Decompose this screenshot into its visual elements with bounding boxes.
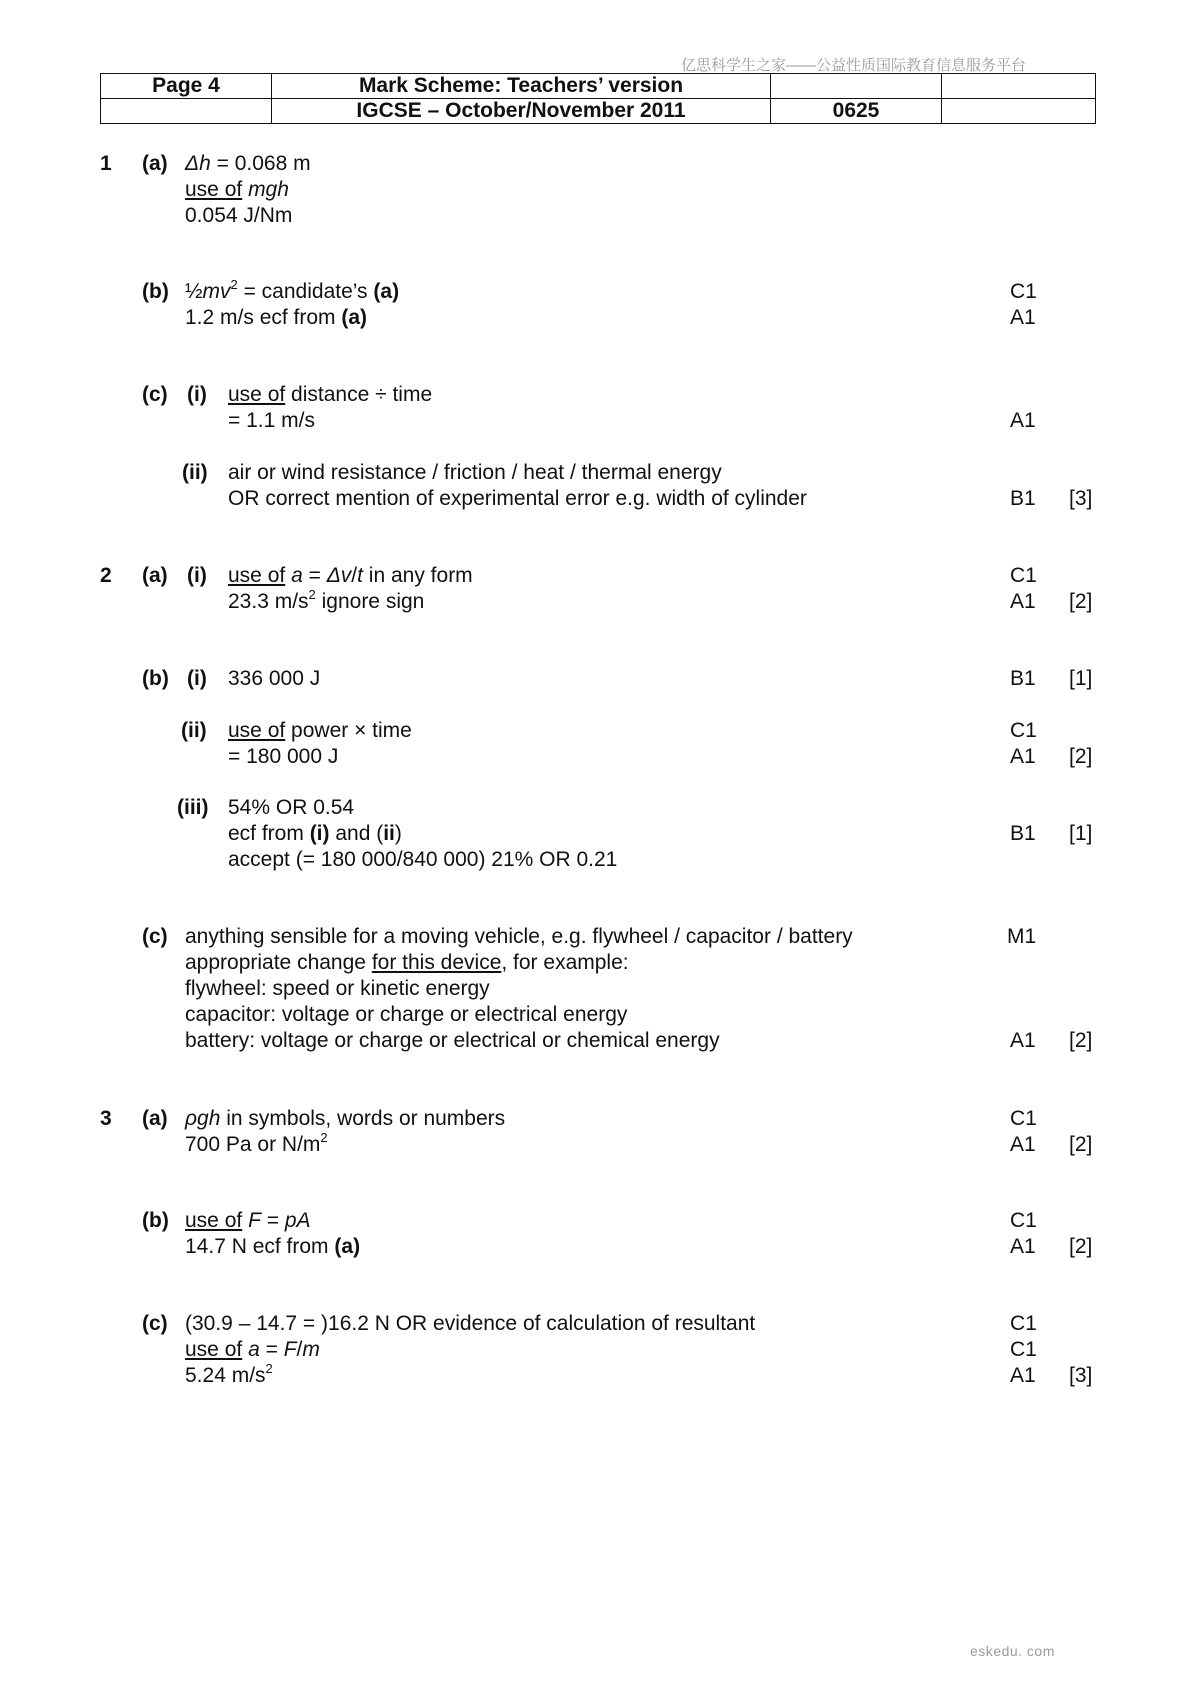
q1c-ii-label: (ii) [182, 461, 208, 484]
q1c-ii-line2: OR correct mention of experimental error e.g. width of cylinder [228, 487, 807, 510]
q3a-line2: 700 Pa or $N/m^2$ [185, 1130, 328, 1156]
q2b-label: (b) [142, 667, 169, 690]
mark: A1 [1010, 590, 1036, 613]
q2b-ii-line1: use of power × time [228, 719, 412, 742]
mark: M1 [1007, 925, 1037, 948]
q3c-line2: use of a = F/m [185, 1338, 320, 1361]
q2b-iii-line3: accept (= 180 000/840 000) 21% OR 0.21 [228, 848, 618, 871]
q2b-iii-label: (iii) [177, 796, 209, 819]
mark: B1 [1010, 667, 1036, 690]
q1a-line3: 0.054 J/Nm [185, 204, 293, 227]
mark: C1 [1010, 719, 1037, 742]
mark: A1 [1010, 745, 1036, 768]
q2b-iii-line2: ecf from (i) and (ii) [228, 822, 402, 845]
q2a-i-line1: use of a = Δv/t in any form [228, 564, 473, 587]
mark: A1 [1010, 1029, 1036, 1052]
header-empty-cell [771, 74, 942, 99]
q1c-i-line2: = 1.1 m/s [228, 409, 315, 432]
mark: A1 [1010, 1235, 1036, 1258]
mark: A1 [1010, 409, 1036, 432]
q1a-label: (a) [142, 152, 168, 175]
header-empty-cell [942, 74, 1096, 99]
header-title: Mark Scheme: Teachers’ version [272, 74, 771, 99]
q1b-line2: 1.2 m/s ecf from (a) [185, 306, 368, 329]
header-page: Page 4 [101, 74, 272, 99]
q3c-label: (c) [142, 1312, 168, 1335]
q1a-line2: use of mgh [185, 178, 289, 201]
watermark-bottom: eskedu. com [970, 1643, 1055, 1659]
total-marks: [1] [1069, 667, 1093, 690]
header-table [100, 73, 1096, 124]
q1-number: 1 [100, 152, 112, 175]
watermark-top: 亿思科学生之家——公益性质国际教育信息服务平台 [681, 57, 1027, 74]
header-empty-cell [101, 99, 272, 124]
q2c-line2: appropriate change for this device, for example: [185, 951, 629, 974]
total-marks: [3] [1069, 487, 1093, 510]
q1c-label: (c) [142, 383, 168, 406]
q1c-i-line1: use of distance ÷ time [228, 383, 433, 406]
mark: C1 [1010, 1338, 1037, 1361]
q3-number: 3 [100, 1107, 112, 1130]
mark: C1 [1010, 280, 1037, 303]
q2b-ii-line2: = 180 000 J [228, 745, 339, 768]
total-marks: [2] [1069, 1133, 1093, 1156]
q2c-line5: battery: voltage or charge or electrical or chemical energy [185, 1029, 720, 1052]
total-marks: [2] [1069, 1235, 1093, 1258]
q2b-iii-line1: 54% OR 0.54 [228, 796, 355, 819]
q2c-line3: flywheel: speed or kinetic energy [185, 977, 490, 1000]
q2a-i-label: (i) [187, 564, 207, 587]
q2a-i-line2: 23.3 $m/s^2$ ignore sign [228, 587, 425, 613]
mark: C1 [1010, 1209, 1037, 1232]
q3a-label: (a) [142, 1107, 168, 1130]
q1b-label: (b) [142, 280, 169, 303]
q3a-line1: ρgh in symbols, words or numbers [185, 1107, 506, 1130]
mark: C1 [1010, 1107, 1037, 1130]
q3c-line3: 5.24 $m/s^2$ [185, 1361, 273, 1387]
q2c-line4: capacitor: voltage or charge or electrical energy [185, 1003, 628, 1026]
q3b-line1: use of F = pA [185, 1209, 311, 1232]
mark: C1 [1010, 1312, 1037, 1335]
q2c-line1: anything sensible for a moving vehicle, e.g. flywheel / capacitor / battery [185, 925, 853, 948]
q2-number: 2 [100, 564, 112, 587]
q1c-ii-line1: air or wind resistance / friction / heat / thermal energy [228, 461, 722, 484]
total-marks: [3] [1069, 1364, 1093, 1387]
q2b-ii-label: (ii) [181, 719, 207, 742]
header-code: 0625 [771, 99, 942, 124]
q1c-i-label: (i) [187, 383, 207, 406]
mark: B1 [1010, 487, 1036, 510]
q3b-line2: 14.7 N ecf from (a) [185, 1235, 361, 1258]
header-empty-cell [942, 99, 1096, 124]
q2a-label: (a) [142, 564, 168, 587]
mark: A1 [1010, 1364, 1036, 1387]
total-marks: [2] [1069, 590, 1093, 613]
header-exam: IGCSE – October/November 2011 [272, 99, 771, 124]
mark: C1 [1010, 564, 1037, 587]
mark: A1 [1010, 306, 1036, 329]
q2b-i-label: (i) [187, 667, 207, 690]
q1b-line1: $\frac{1}{2}mv^2$ = candidate’s (a) [185, 277, 400, 303]
q2c-label: (c) [142, 925, 168, 948]
q2b-i-line1: 336 000 J [228, 667, 321, 690]
total-marks: [2] [1069, 1029, 1093, 1052]
q1a-line1: Δh = 0.068 m [185, 152, 311, 175]
q3c-line1: (30.9 – 14.7 = )16.2 N OR evidence of calculation of resultant [185, 1312, 756, 1335]
mark: A1 [1010, 1133, 1036, 1156]
total-marks: [2] [1069, 745, 1093, 768]
mark: B1 [1010, 822, 1036, 845]
total-marks: [1] [1069, 822, 1093, 845]
q3b-label: (b) [142, 1209, 169, 1232]
